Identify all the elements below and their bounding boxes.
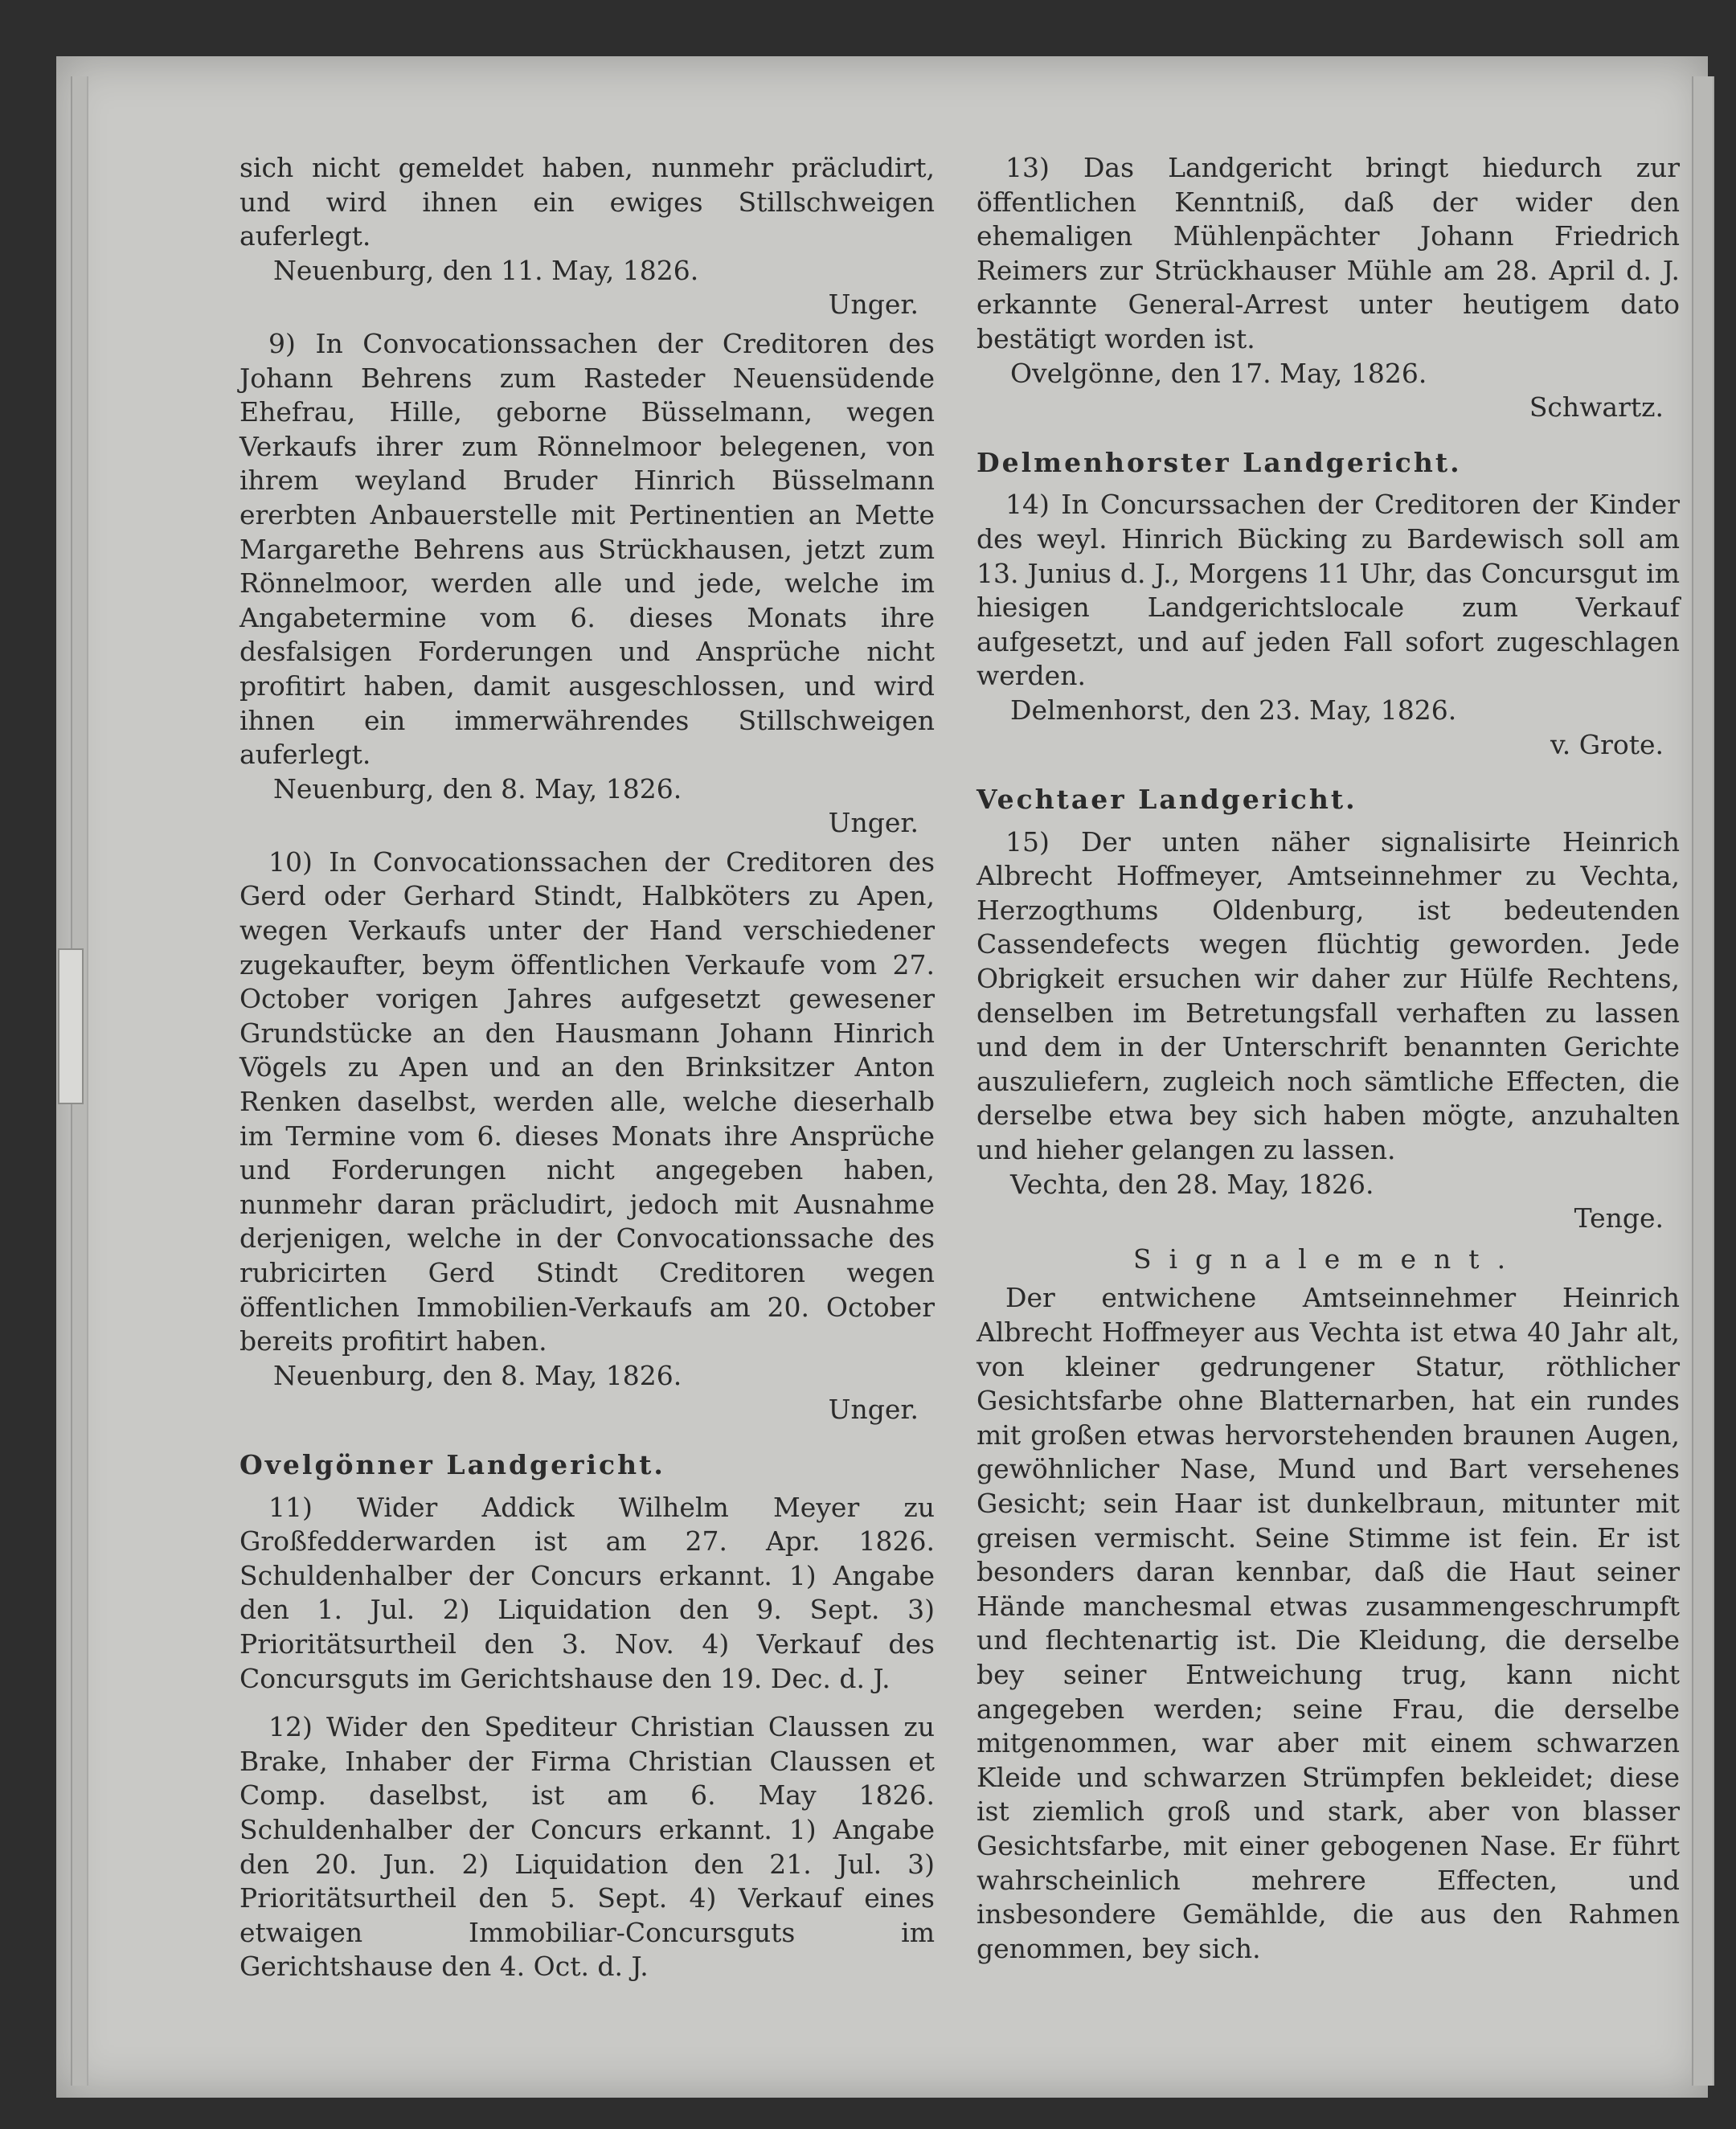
signalement-description: Der entwichene Amtseinnehmer Heinrich Albrecht Hoffmeyer aus Vechta ist etwa 40 Jahr alt, von kleiner gedrungener Statur, röthlicher Gesichtsfarbe ohne Blatternarben, hat ein rundes mit großen etwas hervorstehenden braunen Augen, gewöhnlicher Nase, Mund und Bart versehenes Gesicht; sein Haar ist dunkelbraun, mitunter mit greisen vermischt. Seine Stimme ist fein. Er ist besonders daran kennbar, daß die Haut seiner Hände manchesmal etwas zusammengeschrumpft und flechtenartig ist. Die Kleidung, die derselbe bey seiner Entweichung trug, kann nicht angegeben werden; seine Frau, die derselbe mitgenommen, war aber mit einem schwarzen Kleide und schwarzen Strümpfen bekleidet; diese ist ziemlich groß und stark, aber von blasser Gesichtsfarbe, mit einer gebogenen Nase. Er führt wahrscheinlich mehrere Effecten, und insbesondere Gemählde, die aus den Rahmen genommen, bey sich. [976, 1282, 1680, 1964]
section-heading-vechta: Vechtaer Landgericht. [976, 784, 1357, 816]
notice-13: 13) Das Landgericht bringt hiedurch zur öffentlichen Kenntniß, daß der wider den ehemaligen Mühlenpächter Johann Friedrich Reimers zur Strückhauser Mühle am 28. April d. J. erkannte General-Arrest unter heutigem dato bestätigt worden ist. [976, 152, 1680, 354]
notice-13-date: Ovelgönne, den 17. May, 1826. [1010, 357, 1427, 389]
notice-10-date: Neuenburg, den 8. May, 1826. [273, 1359, 682, 1391]
notice-9: 9) In Convocationssachen der Creditoren des Johann Behrens zum Rasteder Neuensüdende Ehefrau, Hille, geborne Büsselmann, wegen Verkaufs ihrer zum Rönnelmoor belegenen, von ihrem weyland Bruder Hinrich Büsselmann ererbten Anbauerstelle mit Pertinentien an Mette Margarethe Behrens aus Strückhausen, jetzt zum Rönnelmoor, werden alle und jede, welche im Angabetermine vom 6. dieses Monats ihre desfalsigen Forderungen und Ansprüche nicht profitirt haben, damit ausgeschlossen, und wird ihnen ein immerwährendes Stillschweigen auferlegt. [240, 327, 935, 771]
right-column [976, 151, 1680, 1966]
notice-continuation: sich nicht gemeldet haben, nunmehr präcludirt, und wird ihnen ein ewiges Stillschweigen auferlegt. [240, 152, 935, 252]
left-column [240, 151, 935, 1984]
notice-14-date: Delmenhorst, den 23. May, 1826. [1010, 694, 1457, 726]
notice-15-date: Vechta, den 28. May, 1826. [1010, 1168, 1374, 1200]
notice-10: 10) In Convocationssachen der Creditoren des Gerd oder Gerhard Stindt, Halbköters zu Apen, wegen Verkaufs unter der Hand verschiedener zugekaufter, beym öffentlichen Verkaufe vom 27. October vorigen Jahres aufgesetzt gewesener Grundstücke an den Hausmann Johann Hinrich Vögels zu Apen und an den Brinksitzer Anton Renken daselbst, werden alle, welche dieserhalb im Termine vom 6. dieses Monats ihre Ansprüche und Forderungen nicht angegeben haben, nunmehr daran präcludirt, jedoch mit Ausnahme derjenigen, welche in der Convocationssache des rubricirten Gerd Stindt Creditoren wegen öffentlichen Immobilien-Verkaufs am 20. October bereits profitirt haben. [240, 845, 935, 1357]
section-heading-signalement: Signalement. [1132, 1243, 1524, 1275]
notice-13-signature: Schwartz. [1529, 391, 1664, 424]
notice-9-date: Neuenburg, den 8. May, 1826. [273, 772, 682, 805]
notice-12: 12) Wider den Spediteur Christian Claussen zu Brake, Inhaber der Firma Christian Claussen et Comp. daselbst, ist am 6. May 1826. Schuldenhalber der Concurs erkannt. 1) Angabe den 20. Jun. 2) Liquidation den 21. Jul. 3) Prioritätsurtheil den 5. Sept. 4) Verkauf eines etwaigen Immobiliar-Concursguts im Gerichtshause den 4. Oct. d. J. [240, 1711, 935, 1983]
page-stack-edge-right [1692, 76, 1714, 2086]
binding-tab [58, 948, 84, 1104]
section-heading-ovelgoenne: Ovelgönner Landgericht. [240, 1448, 665, 1480]
notice-14: 14) In Concurssachen der Creditoren der Kinder des weyl. Hinrich Bücking zu Bardewisch soll am 13. Junius d. J., Morgens 11 Uhr, das Concursgut im hiesigen Landgerichtslocale zum Verkauf aufgesetzt, und auf jeden Fall sofort zugeschlagen werden. [976, 489, 1680, 692]
notice-15: 15) Der unten näher signalisirte Heinrich Albrecht Hoffmeyer, Amtseinnehmer zu Vechta, Herzogthums Oldenburg, ist bedeutenden Cassendefects wegen flüchtig geworden. Jede Obrigkeit ersuchen wir daher zur Hülfe Rechtens, denselben im Betretungsfall verhaften zu lassen und dem in der Unterschrift benannten Gerichte auszuliefern, zugleich noch sämtliche Effecten, die derselbe etwa bey sich haben mögte, anzuhalten und hieher gelangen zu lassen. [976, 825, 1680, 1166]
section-heading-delmenhorst: Delmenhorster Landgericht. [976, 446, 1462, 478]
notice-14-signature: v. Grote. [1550, 728, 1664, 760]
notice-11: 11) Wider Addick Wilhelm Meyer zu Großfedderwarden ist am 27. Apr. 1826. Schuldenhalber der Concurs erkannt. 1) Angabe den 1. Jul. 2) Liquidation den 9. Sept. 3) Prioritätsurtheil den 3. Nov. 4) Verkauf des Concursguts im Gerichtshause den 19. Dec. d. J. [240, 1491, 935, 1694]
notice-15-signature: Tenge. [1574, 1202, 1664, 1234]
notice-10-signature: Unger. [828, 1394, 919, 1426]
notice-9-signature: Unger. [828, 807, 919, 839]
notice-date: Neuenburg, den 11. May, 1826. [273, 254, 699, 286]
notice-signature: Unger. [828, 289, 919, 321]
